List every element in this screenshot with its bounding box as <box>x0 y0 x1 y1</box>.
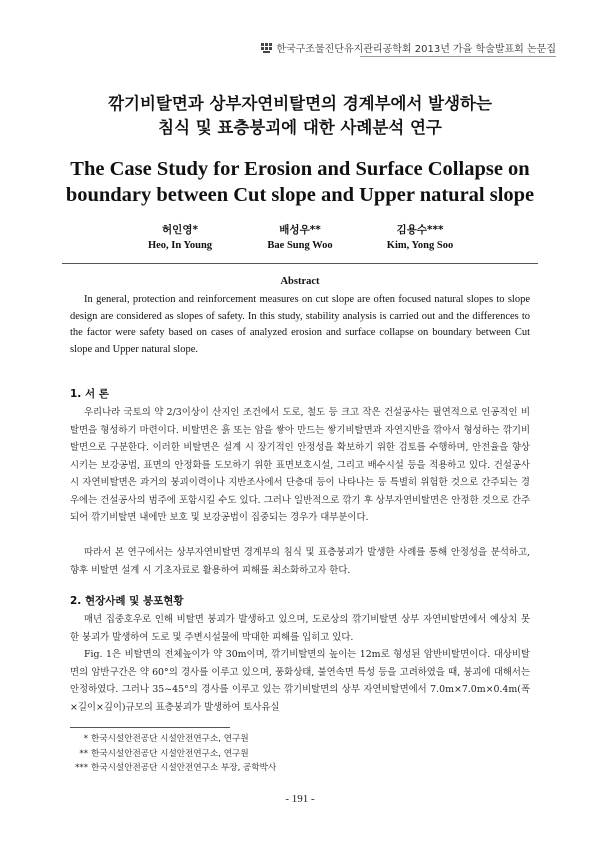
footnote-rule <box>70 727 230 728</box>
abstract-text: In general, protection and reinforcement measures on cut slope are often focused natural slopes to slope design are considered as slopes of safety. In this study, stability analysis is carried out and the differences to the factor were safety based on cases of analyzed erosion and surface collapse on boundary between Cut slope and Upper natural slope. <box>70 294 530 355</box>
footnote-2 <box>70 747 276 762</box>
footnote-1 <box>70 732 276 747</box>
footnotes <box>70 732 276 776</box>
section-heading-introduction: 1. 서 론 <box>70 388 109 400</box>
author-1 <box>120 222 240 254</box>
dot-grid-icon <box>261 43 273 53</box>
korean-title <box>40 92 560 140</box>
abstract-heading: Abstract <box>280 276 320 287</box>
footnote-text: 한국시설안전공단 시설안전연구소, 연구원 <box>91 748 249 759</box>
footnote-mark: *** <box>75 763 88 773</box>
field-cases-paragraph-1: 매년 집중호우로 인해 비탈면 붕괴가 발생하고 있으며, 도로상의 깎기비탈면 상부 자연비탈면에서 예상치 못한 붕괴가 발생하여 도로 및 주변시설물에 막대한 피해를 입히고 있다. <box>70 614 530 643</box>
running-title: 한국구조물진단유지관리공학회 2013년 가을 학술발표회 논문집 <box>276 44 556 55</box>
section-heading-field-cases: 2. 현장사례 및 붕포현황 <box>70 595 184 607</box>
footnote-text: 한국시설안전공단 시설안전연구소 부장, 공학박사 <box>91 763 277 773</box>
footnote-text: 한국시설안전공단 시설안전연구소, 연구원 <box>91 734 249 744</box>
page-number: - 191 - <box>285 793 315 805</box>
author-2 <box>240 222 360 254</box>
english-title-line-1: The Case Study for Erosion and Surface Collapse on <box>70 158 530 180</box>
running-header <box>261 40 556 55</box>
footnote-3 <box>70 761 276 776</box>
author-name-korean: 허인영* <box>162 224 198 236</box>
field-cases-paragraph-2: Fig. 1은 비탈면의 전체높이가 약 30m이며, 깎기비탈면의 높이는 12m로 형성된 암반비탈면이다. 대상비탈면의 암반구간은 약 60°의 경사를 이루고 있으며, 풍화상태, 불연속면 특성 등을 고려하였을 때, 붕괴에 대해서는 안정하였다. 그러나 35~45°의 경사를 이루고 있는 깎기비탈면의 상부 자연비탈면에서 7.0m×7.0m×0.4m(폭×길이×깊이)규모의 표층붕괴가 발생하여 토사유실 <box>70 649 530 713</box>
title-divider <box>62 263 538 264</box>
author-list <box>120 222 480 254</box>
author-name-korean: 김용수*** <box>396 224 444 236</box>
footnote-mark: ** <box>79 748 88 759</box>
header-rule <box>360 56 556 57</box>
english-title <box>40 156 560 208</box>
footnote-mark: * <box>83 734 88 744</box>
author-name-english: Heo, In Young <box>147 240 213 251</box>
korean-title-line-1: 깎기비탈면과 상부자연비탈면의 경계부에서 발생하는 <box>108 94 492 113</box>
author-3 <box>360 222 480 254</box>
korean-title-line-2: 침식 및 표층붕괴에 대한 사례분석 연구 <box>158 118 442 137</box>
introduction-paragraph-2: 따라서 본 연구에서는 상부자연비탈면 경계부의 침식 및 표층붕괴가 발생한 사례를 통해 안정성을 분석하고, 향후 비탈면 설계 시 기초자료로 활용하여 피해를 최소화하고자 한다. <box>70 547 530 576</box>
author-name-english: Kim, Yong Soo <box>386 240 454 251</box>
author-name-english: Bae Sung Woo <box>267 240 333 251</box>
author-name-korean: 배성우** <box>279 224 321 236</box>
introduction-paragraph-1: 우리나라 국토의 약 2/3이상이 산지인 조건에서 도로, 철도 등 크고 작은 건설공사는 필연적으로 인공적인 비탈면을 형성하기 마련이다. 비탈면은 흙 또는 암을 쌓아 만드는 쌓기비탈면과 자연지반을 깎아서 형성하는 깎기비탈면으로 구분한다. 이러한 비탈면은 설계 시 장기적인 안정성을 확보하기 위한 검토를 수행하며, 안전율을 향상시키는 보강공법, 표면의 안정화를 도모하기 위한 표면보호시설, 그리고 배수시설 등을 적용하고 있다. 건설공사 시 자연비탈면은 과거의 붕괴이력이나 지반조사에서 단층대 등이 나타나는 등 특별히 위험한 것으로 간주되는 경우에는 건설공사의 범주에 포함시킬 수도 있다. 그러나 일반적으로 깎기 후 상부자연비탈면은 안정한 것으로 간주되어 깎기비탈면 내에만 보호 및 보강공법이 집중되는 경우가 대부분이다. <box>70 407 530 523</box>
english-title-line-2: boundary between Cut slope and Upper natural slope <box>65 184 535 206</box>
